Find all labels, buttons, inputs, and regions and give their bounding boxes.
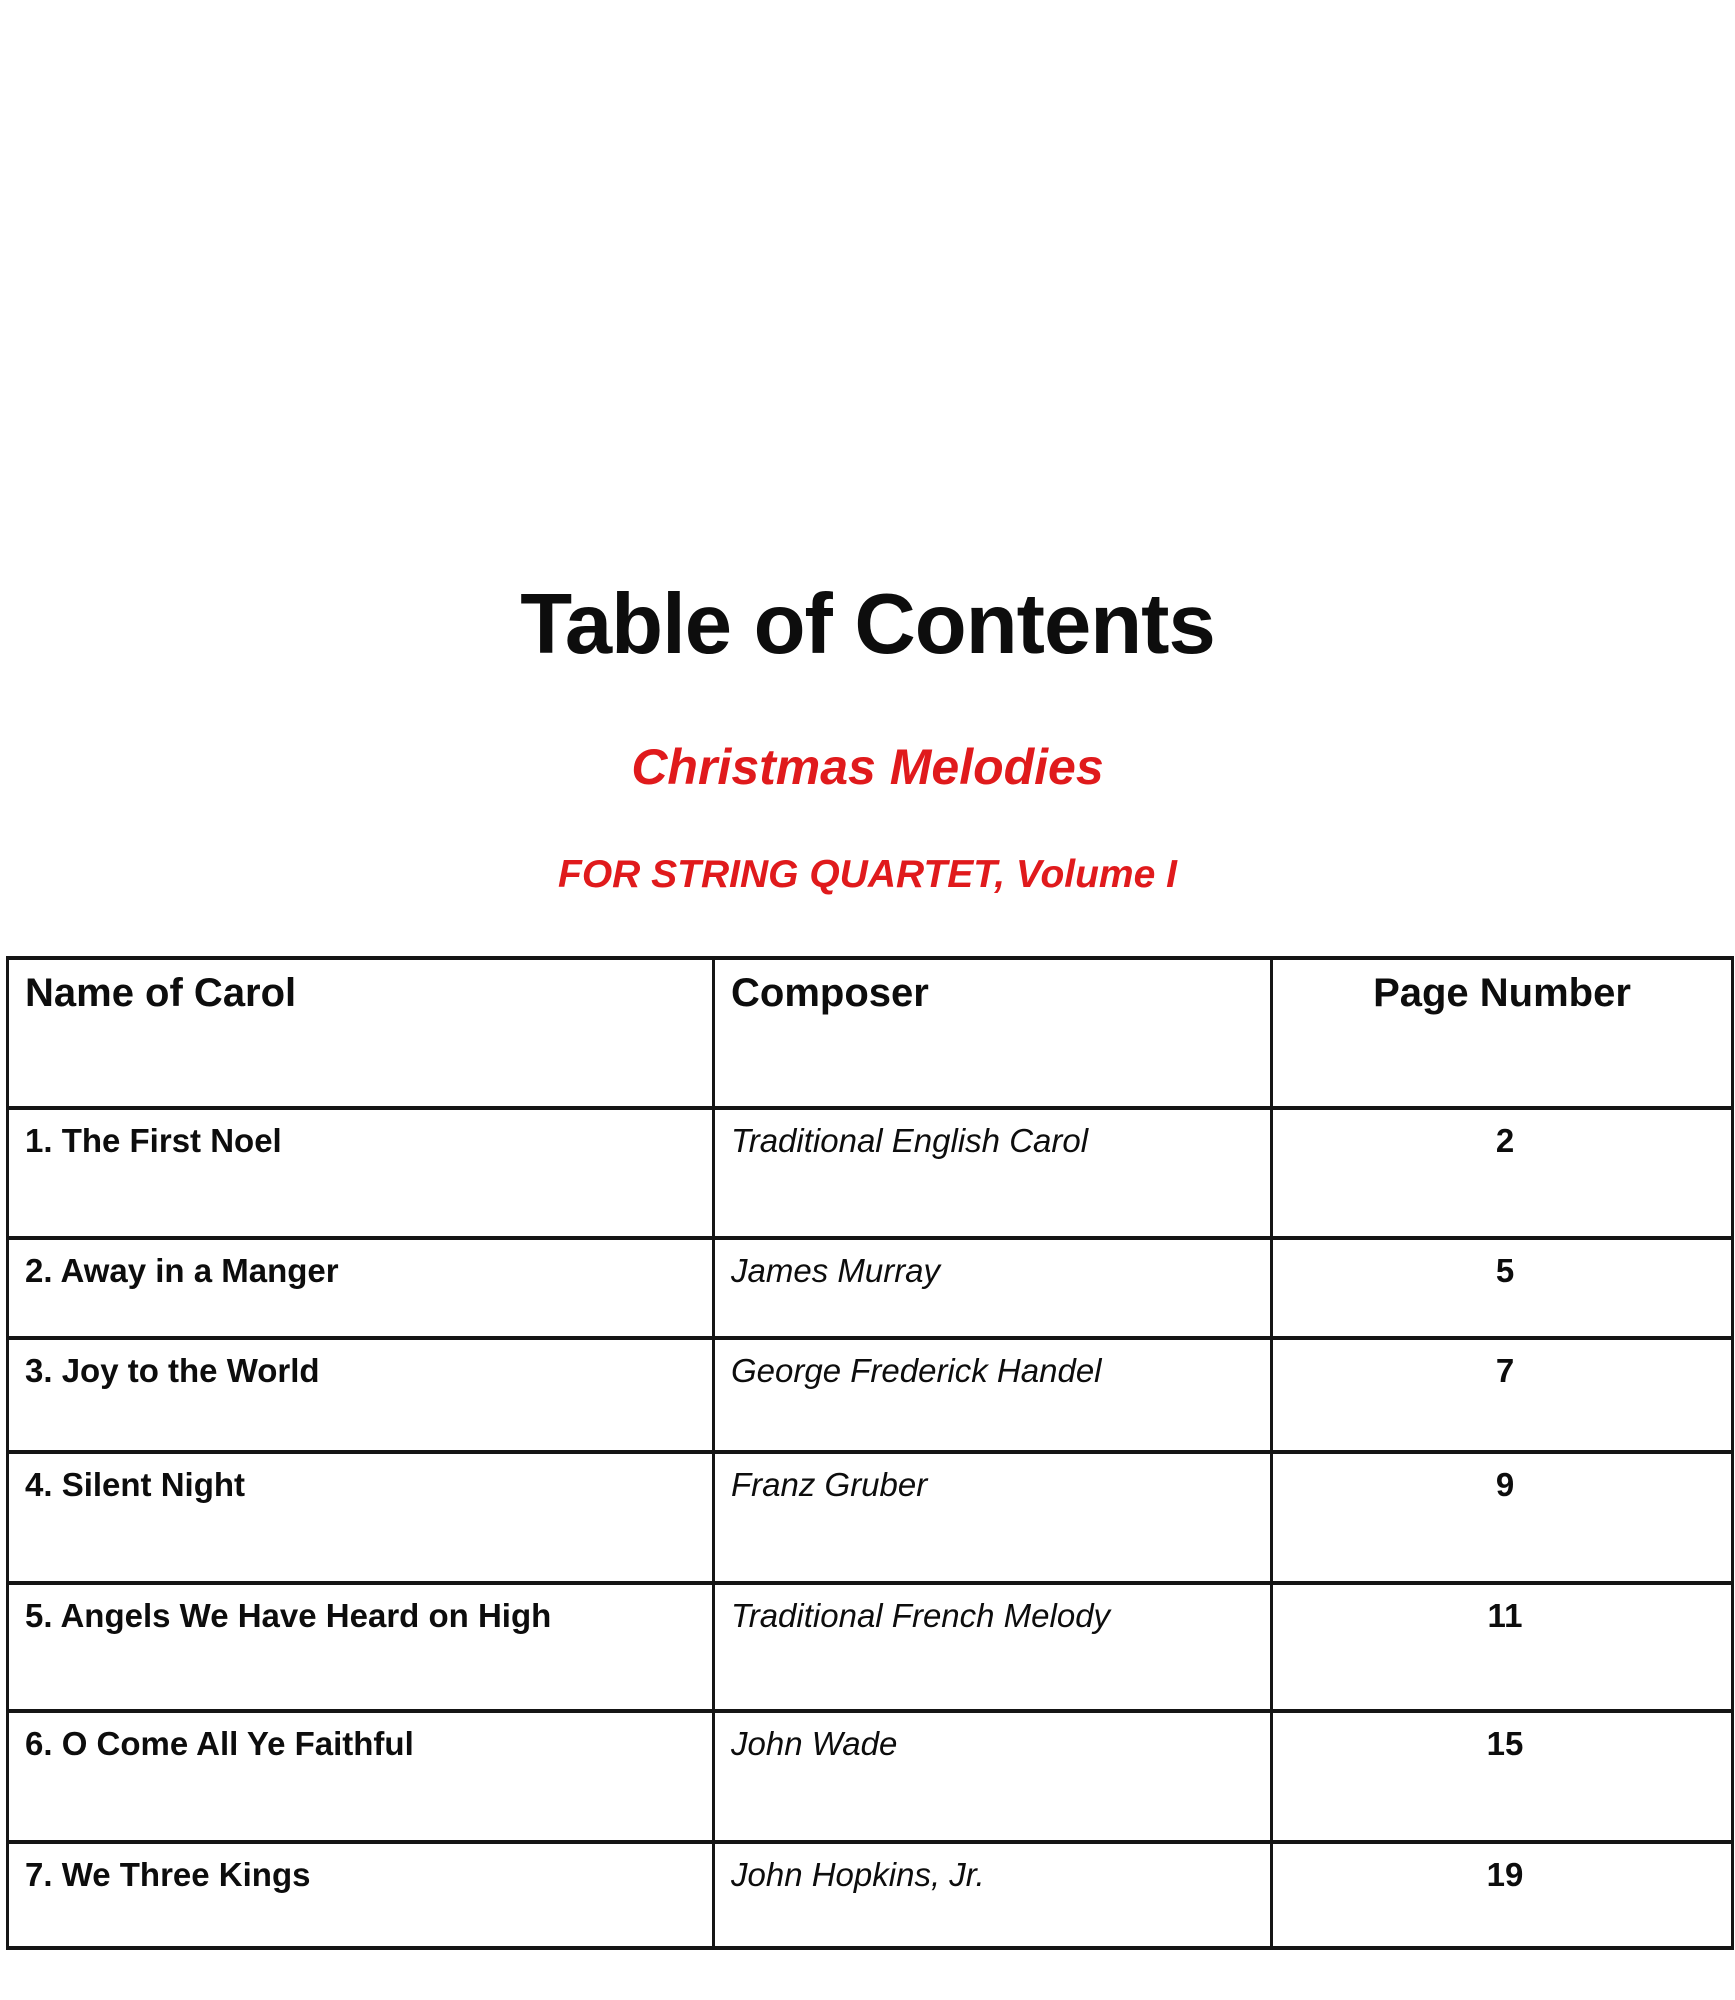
table-row	[8, 1108, 1733, 1238]
carol-name: 7. We Three Kings	[8, 1842, 714, 1948]
composer-name: Traditional French Melody	[714, 1583, 1272, 1711]
table-header-row	[8, 958, 1733, 1108]
table-row	[8, 1338, 1733, 1452]
table-row	[8, 1583, 1733, 1711]
column-header-carol: Name of Carol	[8, 958, 714, 1108]
column-header-page: Page Number	[1272, 958, 1733, 1108]
collection-subtitle: Christmas Melodies	[631, 739, 1104, 795]
page-title: Table of Contents	[520, 577, 1215, 672]
page-number: 5	[1272, 1238, 1733, 1338]
composer-name: John Hopkins, Jr.	[714, 1842, 1272, 1948]
series-subtitle: FOR STRING QUARTET, Volume I	[558, 853, 1177, 896]
table-row	[8, 1452, 1733, 1583]
carol-name: 3. Joy to the World	[8, 1338, 714, 1452]
composer-name: Franz Gruber	[714, 1452, 1272, 1583]
table-row	[8, 1238, 1733, 1338]
composer-name: John Wade	[714, 1711, 1272, 1842]
composer-name: James Murray	[714, 1238, 1272, 1338]
table-row	[8, 1711, 1733, 1842]
page-number: 7	[1272, 1338, 1733, 1452]
page-number: 2	[1272, 1108, 1733, 1238]
contents-table	[6, 956, 1734, 1950]
page-number: 19	[1272, 1842, 1733, 1948]
carol-name: 5. Angels We Have Heard on High	[8, 1583, 714, 1711]
page-number: 15	[1272, 1711, 1733, 1842]
carol-name: 4. Silent Night	[8, 1452, 714, 1583]
composer-name: Traditional English Carol	[714, 1108, 1272, 1238]
page-number: 11	[1272, 1583, 1733, 1711]
carol-name: 2. Away in a Manger	[8, 1238, 714, 1338]
page-number: 9	[1272, 1452, 1733, 1583]
carol-name: 6. O Come All Ye Faithful	[8, 1711, 714, 1842]
composer-name: George Frederick Handel	[714, 1338, 1272, 1452]
carol-name: 1. The First Noel	[8, 1108, 714, 1238]
table-row	[8, 1842, 1733, 1948]
column-header-composer: Composer	[714, 958, 1272, 1108]
